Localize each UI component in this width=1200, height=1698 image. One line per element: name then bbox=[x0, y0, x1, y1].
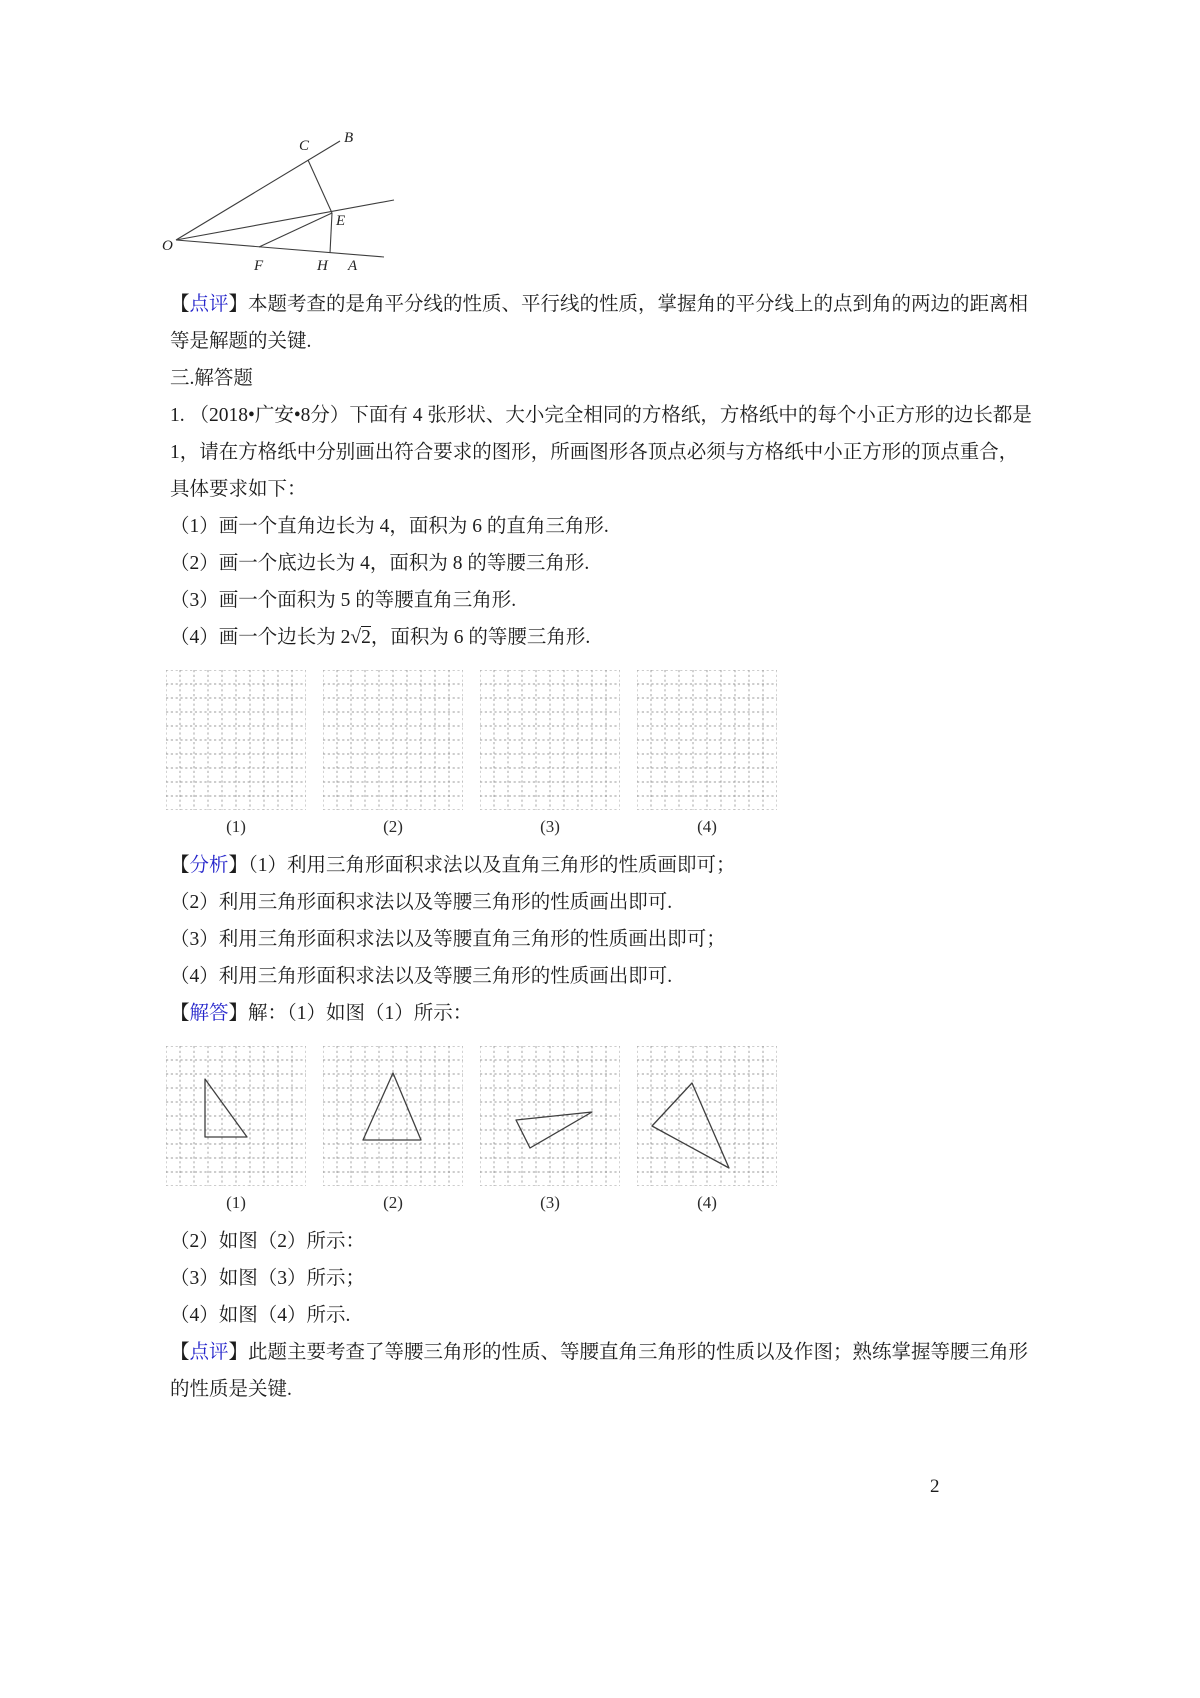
solution-grids-row bbox=[166, 1046, 1032, 1213]
analysis-line-3: （3）利用三角形面积求法以及等腰直角三角形的性质画出即可； bbox=[170, 929, 726, 950]
grid-label: (2) bbox=[383, 1193, 403, 1212]
grid-label: (3) bbox=[540, 1193, 560, 1212]
grid-paper-svg bbox=[637, 1046, 777, 1186]
bracket-close: 】 bbox=[228, 1342, 249, 1363]
solution-label: 解答 bbox=[189, 1003, 229, 1024]
blank-grids-row bbox=[166, 670, 1032, 837]
bracket-close: 】 bbox=[228, 1003, 249, 1024]
grid-label: (2) bbox=[383, 817, 403, 836]
point-label-b: B bbox=[344, 130, 354, 146]
comment-label: 点评 bbox=[189, 294, 229, 315]
analysis-label: 分析 bbox=[189, 855, 229, 876]
point-label-a: A bbox=[348, 258, 358, 274]
point-label-o: O bbox=[162, 238, 173, 254]
analysis-line-1: （1）利用三角形面积求法以及直角三角形的性质画即可； bbox=[248, 855, 736, 876]
blank-grid-1 bbox=[166, 670, 306, 837]
sqrt-radicand: 2 bbox=[361, 627, 371, 648]
requirement-1: （1）画一个直角边长为 4，面积为 6 的直角三角形. bbox=[170, 516, 609, 537]
grid-paper-svg bbox=[166, 1046, 306, 1186]
blank-grid-3 bbox=[480, 670, 620, 837]
page-number: 2 bbox=[930, 1476, 940, 1497]
comment-bottom-paragraph bbox=[170, 1334, 1032, 1408]
analysis-line-4: （4）利用三角形面积求法以及等腰三角形的性质画出即可. bbox=[170, 966, 673, 987]
right-triangle bbox=[205, 1079, 247, 1137]
bracket-close: 】 bbox=[228, 855, 249, 876]
requirement-4 bbox=[170, 619, 1032, 656]
bracket-open: 【 bbox=[170, 294, 190, 315]
blank-grid-4 bbox=[637, 670, 777, 837]
requirement-3: （3）画一个面积为 5 的等腰直角三角形. bbox=[170, 590, 517, 611]
grid-label: (1) bbox=[226, 817, 246, 836]
comment-top-text: 本题考查的是角平分线的性质、平行线的性质，掌握角的平分线上的点到角的两边的距离相等是解题的关键. bbox=[170, 294, 1029, 352]
grid-paper-svg bbox=[637, 670, 777, 810]
comment-bottom-text: 此题主要考查了等腰三角形的性质、等腰直角三角形的性质以及作图；熟练掌握等腰三角形的性质是关键. bbox=[170, 1342, 1029, 1400]
analysis-line-2: （2）利用三角形面积求法以及等腰三角形的性质画出即可. bbox=[170, 892, 673, 913]
grid-label: (4) bbox=[697, 817, 717, 836]
bracket-open: 【 bbox=[170, 855, 190, 876]
point-label-h: H bbox=[317, 258, 328, 274]
blank-grid-2 bbox=[323, 670, 463, 837]
grid-label: (4) bbox=[697, 1193, 717, 1212]
bracket-open: 【 bbox=[170, 1003, 190, 1024]
point-label-c: C bbox=[299, 138, 310, 154]
grid-paper-svg bbox=[323, 1046, 463, 1186]
section-heading: 三.解答题 bbox=[170, 368, 253, 389]
comment-top-paragraph bbox=[170, 286, 1032, 360]
solution-grid-3 bbox=[480, 1046, 620, 1213]
grid-paper-svg bbox=[480, 1046, 620, 1186]
point-label-e: E bbox=[336, 213, 346, 229]
angle-figure-lines bbox=[176, 141, 394, 257]
solution-grid-4 bbox=[637, 1046, 777, 1213]
analysis-paragraph bbox=[170, 847, 1032, 884]
solution-line-1: 解：（1）如图（1）所示： bbox=[248, 1003, 473, 1024]
isosceles-triangle-2 bbox=[652, 1083, 729, 1168]
grid-paper-svg bbox=[480, 670, 620, 810]
solution-line-4: （4）如图（4）所示. bbox=[170, 1305, 351, 1326]
solution-line-3: （3）如图（3）所示； bbox=[170, 1268, 366, 1289]
requirement-4-suffix: ，面积为 6 的等腰三角形. bbox=[370, 627, 591, 648]
grid-paper-svg bbox=[323, 670, 463, 810]
requirement-2: （2）画一个底边长为 4，面积为 8 的等腰三角形. bbox=[170, 553, 590, 574]
solution-line-2: （2）如图（2）所示： bbox=[170, 1231, 366, 1252]
grid-label: (3) bbox=[540, 817, 560, 836]
solution-grid-1 bbox=[166, 1046, 306, 1213]
grid-paper-svg bbox=[166, 670, 306, 810]
sqrt-expression: √2 bbox=[350, 627, 371, 648]
requirement-4-prefix: （4）画一个边长为 2 bbox=[170, 627, 351, 648]
point-label-f: F bbox=[254, 258, 264, 274]
solution-grid-2 bbox=[323, 1046, 463, 1213]
question-intro: 1. （2018•广安•8分）下面有 4 张形状、大小完全相同的方格纸，方格纸中的每个小正方形的边长都是 1，请在方格纸中分别画出符合要求的图形，所画图形各顶点必须与方格纸中小正方形的顶点重合，具体要求如下： bbox=[170, 405, 1032, 500]
angle-bisector-figure bbox=[162, 126, 412, 278]
solution-paragraph bbox=[170, 995, 1032, 1032]
comment-label: 点评 bbox=[189, 1342, 229, 1363]
grid-label: (1) bbox=[226, 1193, 246, 1212]
bracket-close: 】 bbox=[228, 294, 249, 315]
bracket-open: 【 bbox=[170, 1342, 190, 1363]
